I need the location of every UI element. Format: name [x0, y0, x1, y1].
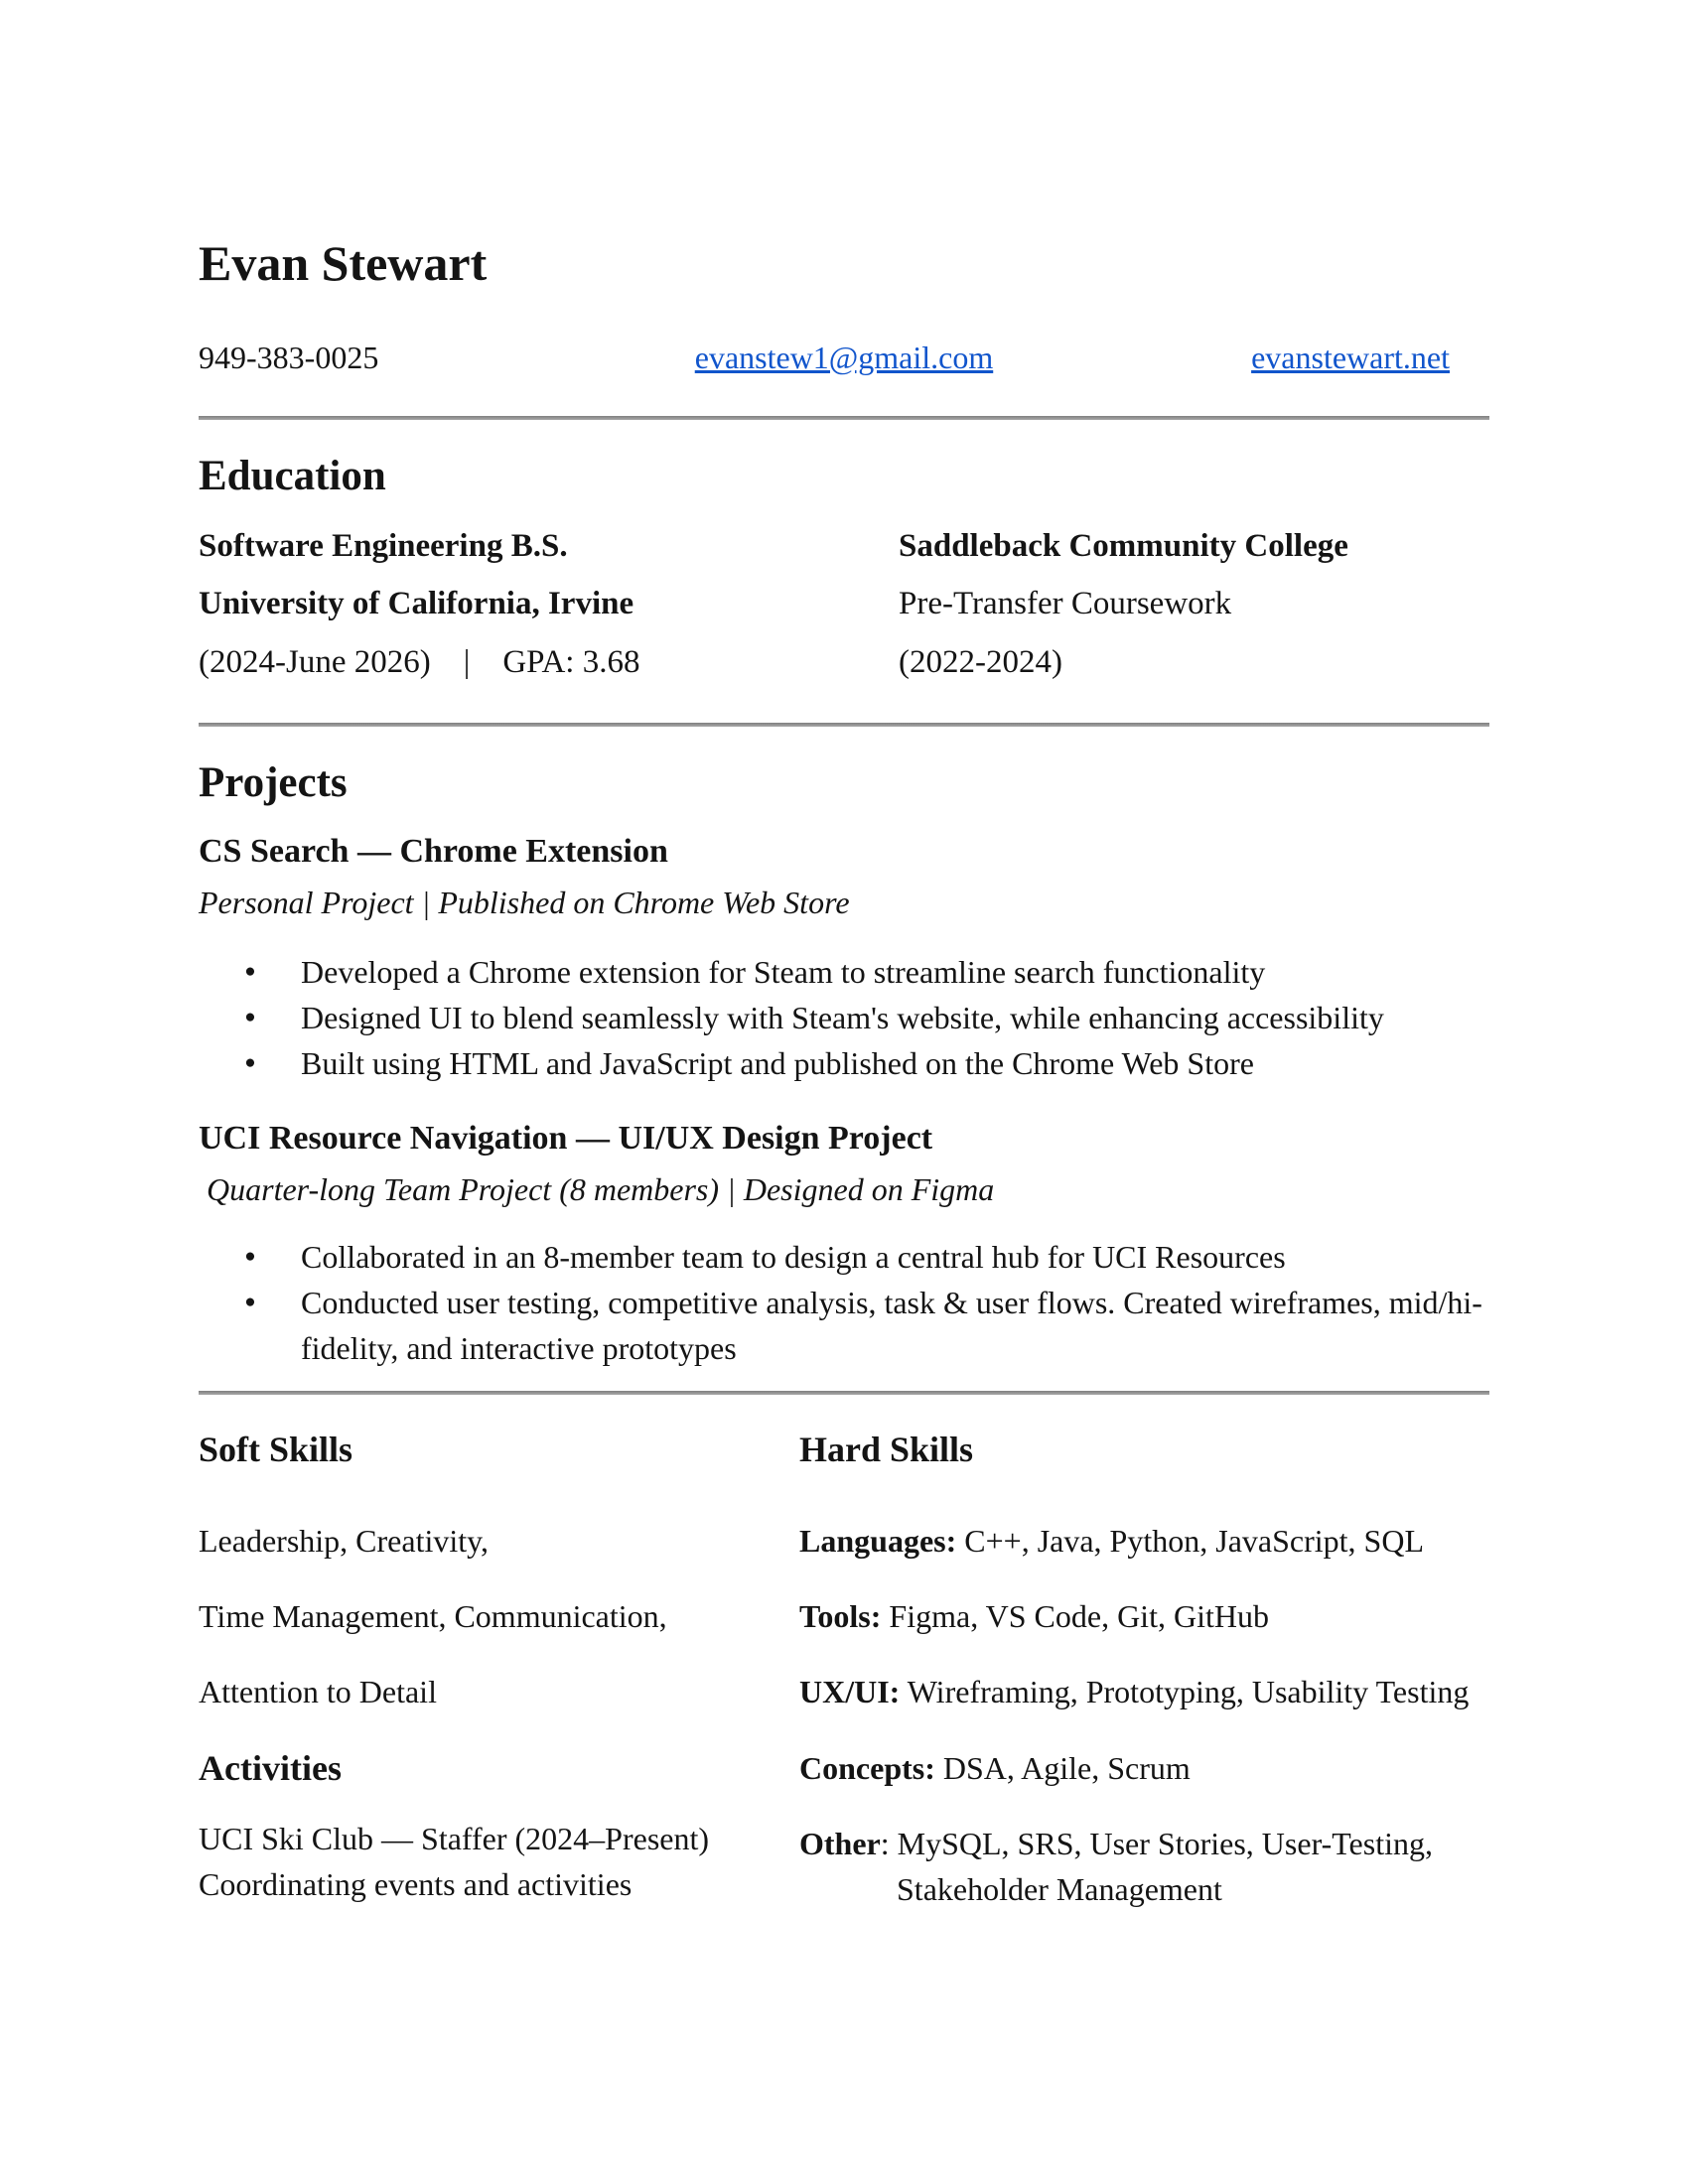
skill-label: Languages: [799, 1523, 957, 1560]
college-program: Pre-Transfer Coursework [899, 586, 1232, 622]
project-2-bullets [234, 1234, 1489, 1371]
activity-role: UCI Ski Club — Staffer (2024–Present) [199, 1821, 710, 1857]
bullet-text: Conducted user testing, competitive analysis, task & user flows. Created wireframes, mid/hi-fidelity, and interactive prototypes [301, 1285, 1482, 1367]
bullet-item [234, 1280, 1489, 1371]
phone-number: 949-383-0025 [199, 340, 379, 375]
college-dates: (2022-2024) [899, 643, 1062, 680]
skill-label: UX/UI: [799, 1674, 901, 1710]
skill-value: DSA, Agile, Scrum [934, 1749, 1191, 1786]
hard-skill-uxui [799, 1669, 1489, 1714]
soft-skills-heading: Soft Skills [199, 1430, 353, 1470]
soft-skill-line: Attention to Detail [199, 1674, 437, 1710]
hard-skill-other-line2: Stakeholder Management [897, 1870, 1222, 1907]
project-1-bullets [234, 949, 1489, 1086]
bullet-text: Designed UI to blend seamlessly with Steam's website, while enhancing accessibility [301, 999, 1384, 1035]
project-2-subtitle: Quarter-long Team Project (8 members) | Designed on Figma [199, 1170, 995, 1207]
education-heading: Education [199, 453, 386, 500]
website-link[interactable]: evanstewart.net [1251, 340, 1450, 375]
soft-skill-line: Leadership, Creativity, [199, 1523, 490, 1560]
projects-heading: Projects [199, 758, 348, 806]
skill-label: Concepts: [799, 1749, 935, 1786]
hard-skill-other [799, 1821, 1489, 1866]
section-divider [199, 416, 1489, 420]
hard-skills-heading: Hard Skills [799, 1430, 974, 1470]
skills-section [199, 1427, 1489, 1941]
hard-skills-column [799, 1427, 1489, 1941]
education-section [199, 523, 1489, 697]
bullet-icon: ● [244, 1246, 256, 1268]
skill-label: Other [799, 1825, 881, 1861]
activities-heading: Activities [199, 1747, 342, 1788]
hard-skill-languages [799, 1518, 1489, 1564]
bullet-text: Built using HTML and JavaScript and published on the Chrome Web Store [301, 1044, 1254, 1081]
university-name: University of California, Irvine [199, 586, 634, 622]
bullet-item [234, 1040, 1489, 1086]
soft-skill-line: Time Management, Communication, [199, 1598, 667, 1635]
skill-value: Figma, VS Code, Git, GitHub [881, 1598, 1269, 1635]
hard-skill-tools [799, 1593, 1489, 1639]
bullet-icon: ● [244, 1292, 256, 1313]
soft-skills-column [199, 1427, 799, 1941]
bullet-text: Collaborated in an 8-member team to design a central hub for UCI Resources [301, 1239, 1286, 1276]
skill-value: Wireframing, Prototyping, Usability Testing [900, 1674, 1470, 1710]
email-link[interactable]: evanstew1@gmail.com [694, 340, 994, 375]
bullet-icon: ● [244, 1006, 256, 1027]
activity-description: Coordinating events and activities [199, 1866, 633, 1903]
project-2-title: UCI Resource Navigation — UI/UX Design Project [199, 1119, 933, 1157]
bullet-item [234, 995, 1489, 1040]
education-left-column [199, 523, 899, 697]
dates-gpa: (2024-June 2026) | GPA: 3.68 [199, 643, 640, 680]
project-1-title: CS Search — Chrome Extension [199, 833, 668, 871]
education-right-column [899, 523, 1489, 697]
section-divider [199, 723, 1489, 727]
college-name: Saddleback Community College [899, 528, 1348, 565]
skill-value: : MySQL, SRS, User Stories, User-Testing, [880, 1825, 1433, 1861]
hard-skill-concepts [799, 1745, 1489, 1791]
contact-row [199, 335, 1489, 380]
bullet-text: Developed a Chrome extension for Steam to streamline search functionality [301, 953, 1266, 990]
bullet-item [234, 1234, 1489, 1280]
bullet-item [234, 949, 1489, 995]
project-1-subtitle: Personal Project | Published on Chrome Web Store [199, 885, 850, 921]
section-divider [199, 1391, 1489, 1395]
degree-title: Software Engineering B.S. [199, 528, 568, 565]
bullet-icon: ● [244, 1051, 256, 1073]
skill-value: C++, Java, Python, JavaScript, SQL [956, 1523, 1424, 1560]
bullet-icon: ● [244, 960, 256, 982]
skill-label: Tools: [799, 1598, 882, 1635]
person-name: Evan Stewart [199, 235, 488, 291]
